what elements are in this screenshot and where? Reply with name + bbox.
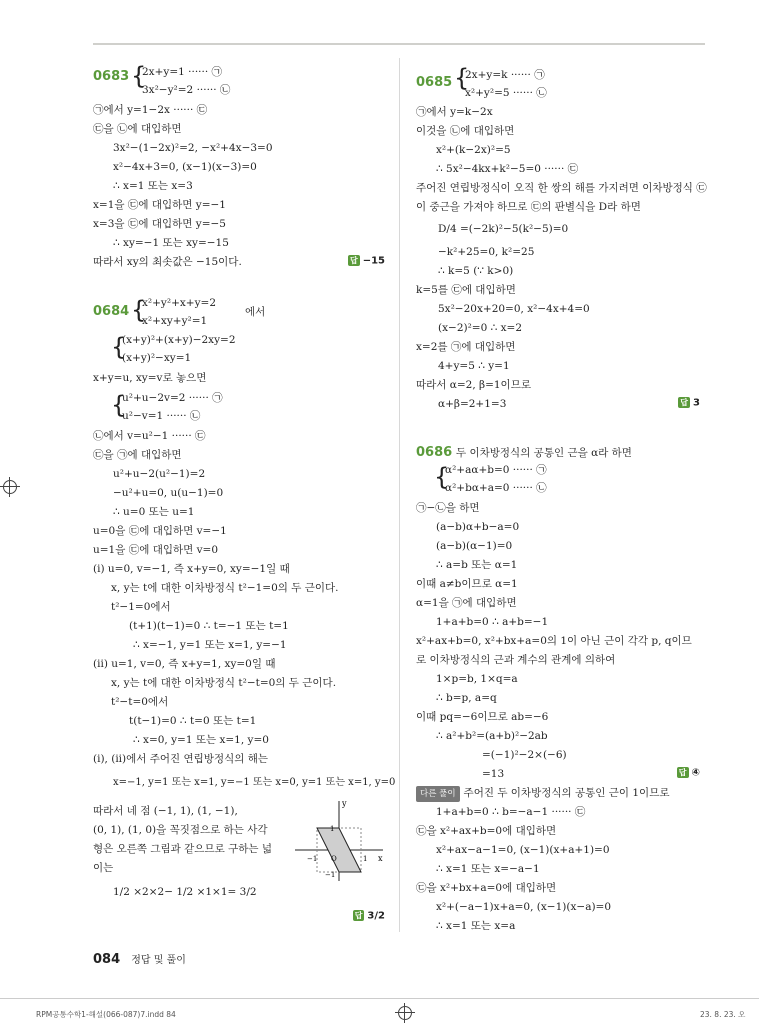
solution-line: ㉡에서 v=u²−1 ······ ㉢ — [93, 430, 206, 442]
system-eq: 2x+y=1 ······ ㉠ — [142, 66, 223, 78]
solution-line: u²+u−2(u²−1)=2 — [113, 468, 206, 480]
solution-line: α+β=2+1=3 — [438, 398, 507, 410]
system-eq: α²+bα+a=0 ······ ㉡ — [445, 482, 547, 494]
alt-solution-line — [416, 786, 670, 802]
square-graph — [289, 795, 385, 883]
solution-line: ㉠에서 y=k−2x — [416, 106, 493, 118]
solution-line: −k²+25=0, k²=25 — [438, 246, 535, 258]
solution-line: 형은 오른쪽 그림과 같으므로 구하는 넓 — [93, 843, 272, 855]
solution-line: (a−b)α+b−a=0 — [436, 521, 520, 533]
solution-line: 로 이차방정식의 근과 계수의 관계에 의하여 — [416, 654, 616, 666]
solution-line: ∴ k=5 (∵ k>0) — [438, 265, 514, 277]
system-tail: 에서 — [245, 306, 266, 318]
print-date: 23. 8. 23. 오 — [700, 1010, 746, 1019]
brace: { — [434, 463, 450, 491]
problem-0686-number: 0686 — [416, 445, 453, 460]
solution-line: (i), (ii)에서 주어진 연립방정식의 해는 — [93, 753, 269, 765]
system-eq: x²+y²=5 ······ ㉡ — [465, 87, 547, 99]
solution-line: x=2를 ㉠에 대입하면 — [416, 341, 516, 353]
y-label: y — [342, 799, 347, 808]
solution-line: u²−v=1 ······ ㉡ — [122, 410, 201, 422]
solution-line: ㉠에서 y=1−2x ······ ㉢ — [93, 104, 208, 116]
problem-0683-number: 0683 — [93, 69, 130, 84]
solution-line: α=1을 ㉠에 대입하면 — [416, 597, 517, 609]
solution-line: x=1을 ㉢에 대입하면 y=−1 — [93, 199, 226, 211]
solution-line: t²−t=0에서 — [111, 696, 169, 708]
solution-line: 따라서 xy의 최솟값은 −15이다. — [93, 256, 242, 268]
solution-line: x, y는 t에 대한 이차방정식 t²−t=0의 두 근이다. — [111, 677, 337, 689]
system-eq: 3x²−y²=2 ······ ㉡ — [142, 84, 231, 96]
alt-solution-badge: 다른 풀이 — [416, 786, 460, 802]
solution-line: 따라서 α=2, β=1이므로 — [416, 379, 531, 391]
tick-label: −1 — [307, 855, 318, 863]
answer-tag: 답 ④ — [678, 767, 700, 779]
solution-line: 이 중근을 가져야 하므로 ㉢의 판별식을 D라 하면 — [416, 201, 641, 213]
alt-solution-text: 주어진 두 이차방정식의 공통인 근이 1이므로 — [463, 787, 670, 799]
column-divider — [399, 58, 400, 932]
solution-line: 이것을 ㉡에 대입하면 — [416, 125, 515, 137]
solution-line: ∴ 5x²−4kx+k²−5=0 ······ ㉢ — [436, 163, 579, 175]
solution-line: (a−b)(α−1)=0 — [436, 540, 513, 552]
registration-mark-icon — [3, 480, 17, 494]
solution-line: ∴ b=p, a=q — [436, 692, 497, 704]
solution-line: ∴ a=b 또는 α=1 — [436, 559, 518, 571]
solution-line: ㉢을 x²+bx+a=0에 대입하면 — [416, 882, 557, 894]
solution-line: (i) u=0, v=−1, 즉 x+y=0, xy=−1일 때 — [93, 563, 290, 575]
tick-label: 1 — [363, 855, 368, 863]
solution-line: 1+a+b=0 ∴ a+b=−1 — [436, 616, 549, 628]
solution-line: ㉢을 x²+ax+b=0에 대입하면 — [416, 825, 557, 837]
problem-0685-number: 0685 — [416, 75, 453, 90]
solution-line: x²+(−a−1)x+a=0, (x−1)(x−a)=0 — [436, 901, 612, 913]
solution-line: x+y=u, xy=v로 놓으면 — [93, 372, 207, 384]
brace: { — [111, 333, 127, 361]
solution-line: (x−2)²=0 ∴ x=2 — [438, 322, 523, 334]
solution-line: 이때 a≠b이므로 α=1 — [416, 578, 518, 590]
solution-line: 이때 pq=−6이므로 ab=−6 — [416, 711, 549, 723]
page-number: 084 — [93, 952, 121, 967]
solution-line: ∴ xy=−1 또는 xy=−15 — [113, 237, 229, 249]
solution-line: ∴ x=1 또는 x=a — [436, 920, 516, 932]
solution-line: x²+ax−a−1=0, (x−1)(x+a+1)=0 — [436, 844, 610, 856]
solution-cases: x=−1, y=1 또는 x=1, y=−1 또는 x=0, y=1 또는 x=1, y=0 — [113, 777, 396, 788]
solution-line: u=1을 ㉢에 대입하면 v=0 — [93, 544, 219, 556]
solution-line: 이는 — [93, 862, 114, 874]
solution-line: ㉠−㉡을 하면 — [416, 502, 480, 514]
brace: { — [131, 62, 147, 90]
solution-line: x²+(k−2x)²=5 — [436, 144, 511, 156]
problem-0684-number: 0684 — [93, 304, 130, 319]
problem-intro: 두 이차방정식의 공통인 근을 α라 하면 — [456, 447, 632, 459]
solution-line: u²+u−2v=2 ······ ㉠ — [122, 392, 223, 404]
answer-tag: 답 3/2 — [354, 910, 385, 922]
solution-line: (0, 1), (1, 0)을 꼭짓점으로 하는 사각 — [93, 824, 268, 836]
page-footer — [93, 948, 186, 967]
solution-line: 3x²−(1−2x)²=2, −x²+4x−3=0 — [113, 142, 273, 154]
solution-line: ㉢을 ㉡에 대입하면 — [93, 123, 182, 135]
footer-label: 정답 및 풀이 — [131, 955, 186, 966]
solution-line: −u²+u=0, u(u−1)=0 — [113, 487, 224, 499]
solution-line: 1×p=b, 1×q=a — [436, 673, 518, 685]
area-formula: 1/2 ×2×2− 1/2 ×1×1= 3/2 — [113, 886, 257, 898]
system-eq: 2x+y=k ······ ㉠ — [465, 69, 545, 81]
solution-line: x²+ax+b=0, x²+bx+a=0의 1이 아닌 근이 각각 p, q이므 — [416, 635, 692, 647]
solution-line: ∴ x=1 또는 x=3 — [113, 180, 193, 192]
solution-line: (ii) u=1, v=0, 즉 x+y=1, xy=0일 때 — [93, 658, 276, 670]
solution-line: 따라서 네 점 (−1, 1), (1, −1), — [93, 805, 238, 817]
solution-line: t(t−1)=0 ∴ t=0 또는 t=1 — [129, 715, 257, 727]
solution-line: ∴ x=1 또는 x=−a−1 — [436, 863, 540, 875]
brace: { — [111, 391, 127, 419]
solution-line: ∴ u=0 또는 u=1 — [113, 506, 195, 518]
answer-tag: 답 −15 — [349, 255, 385, 267]
solution-line: ∴ a²+b²=(a+b)²−2ab — [436, 730, 548, 742]
solution-line: x=3을 ㉢에 대입하면 y=−5 — [93, 218, 226, 230]
brace: { — [131, 296, 147, 324]
solution-line: =(−1)²−2×(−6) — [482, 749, 567, 761]
tick-label: −1 — [325, 871, 336, 879]
x-label: x — [378, 854, 383, 863]
solution-line: 주어진 연립방정식이 오직 한 쌍의 해를 가지려면 이차방정식 ㉢ — [416, 182, 707, 194]
solution-line: 4+y=5 ∴ y=1 — [438, 360, 510, 372]
solution-line: ∴ x=−1, y=1 또는 x=1, y=−1 — [133, 639, 287, 651]
solution-line: 1+a+b=0 ∴ b=−a−1 ······ ㉢ — [436, 806, 586, 818]
solution-line: u=0을 ㉢에 대입하면 v=−1 — [93, 525, 227, 537]
origin-label: O — [331, 855, 337, 863]
tick-label: 1 — [330, 825, 335, 833]
solution-line: x, y는 t에 대한 이차방정식 t²−1=0의 두 근이다. — [111, 582, 339, 594]
answer-tag: 답 3 — [680, 397, 700, 409]
system-eq: α²+aα+b=0 ······ ㉠ — [445, 464, 547, 476]
top-rule — [93, 43, 705, 45]
solution-line: ㉢을 ㉠에 대입하면 — [93, 449, 182, 461]
solution-line: =13 — [482, 768, 505, 780]
solution-line: 5x²−20x+20=0, x²−4x+4=0 — [438, 303, 590, 315]
system-eq: x²+xy+y²=1 — [142, 315, 208, 327]
system-eq: x²+y²+x+y=2 — [142, 297, 216, 309]
solution-line: x²−4x+3=0, (x−1)(x−3)=0 — [113, 161, 257, 173]
solution-line: t²−1=0에서 — [111, 601, 171, 613]
solution-line: D/4 =(−2k)²−5(k²−5)=0 — [438, 223, 569, 235]
file-name: RPM공통수학1-해설(066-087)7.indd 84 — [36, 1010, 176, 1019]
solution-line: k=5를 ㉢에 대입하면 — [416, 284, 516, 296]
system-eq: (x+y)²−xy=1 — [122, 352, 192, 364]
solution-line: ∴ x=0, y=1 또는 x=1, y=0 — [133, 734, 269, 746]
system-eq: (x+y)²+(x+y)−2xy=2 — [122, 334, 236, 346]
brace: { — [454, 64, 470, 92]
print-slug — [0, 998, 759, 1025]
solution-line: (t+1)(t−1)=0 ∴ t=−1 또는 t=1 — [129, 620, 289, 632]
